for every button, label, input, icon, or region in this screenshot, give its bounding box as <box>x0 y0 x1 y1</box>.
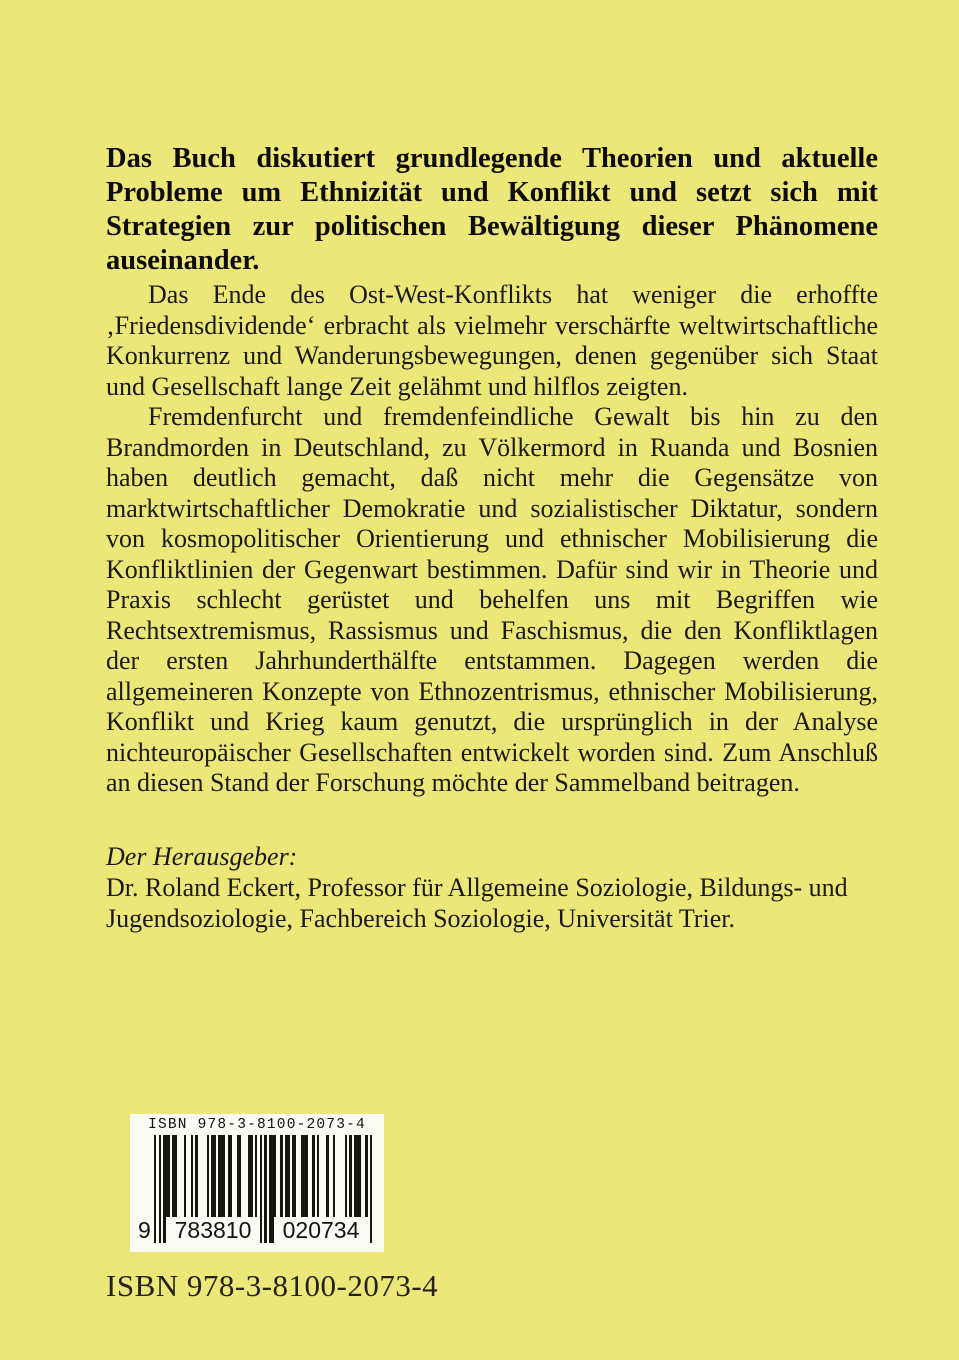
paragraph-2: Fremdenfurcht und fremdenfeindliche Gewalt bis hin zu den Brandmorden in Deutschland, zu Völkermord in Ruanda und Bosnien haben deutlich gemacht, daß nicht mehr die Gegensätze von marktwirtschaftlicher Demokratie und sozialistischer Diktatur, sondern von kosmopolitischer Orientierung und ethnischer Mobilisierung die Konfliktlinien der Gegenwart bestimmen. Dafür sind wir in Theorie und Praxis schlecht gerüstet und behelfen uns mit Begriffen wie Rechtsextremismus, Rassismus und Faschismus, die den Konfliktlagen der ersten Jahrhunderthälfte entstammen. Dagegen werden die allgemeineren Konzepte von Ethnozentrismus, ethnischer Mobilisierung, Konflikt und Krieg kaum genutzt, die ursprünglich in der Analyse nichteuropäischer Gesellschaften entwickelt worden sind. Zum Anschluß an diesen Stand der Forschung möchte der Sammelband beitragen. <box>106 402 878 797</box>
barcode-digits <box>138 1218 372 1244</box>
barcode-digit-leading: 9 <box>138 1217 151 1243</box>
blurb-text-block <box>106 142 878 934</box>
editor-info: Dr. Roland Eckert, Professor für Allgemeine Soziologie, Bildungs- und Jugendsoziologie, Fachbereich Soziologie, Universität Trier. <box>106 872 848 933</box>
barcode-isbn-text: ISBN 978-3-8100-2073-4 <box>148 1117 366 1133</box>
barcode-area <box>138 1135 372 1243</box>
editor-block <box>106 841 878 934</box>
editor-label: Der Herausgeber: <box>106 841 298 871</box>
barcode-digit-group-2: 020734 <box>274 1217 368 1244</box>
isbn-footer-text: ISBN 978-3-8100-2073-4 <box>106 1268 439 1303</box>
isbn-barcode <box>130 1114 384 1252</box>
intro-paragraph: Das Buch diskutiert grundlegende Theorien und aktuelle Probleme um Ethnizität und Konflikt und setzt sich mit Strategien zur politischen Bewältigung dieser Phänomene auseinander. <box>106 143 878 276</box>
barcode-digit-group-1: 783810 <box>166 1217 260 1244</box>
body-paragraphs <box>106 280 878 799</box>
paragraph-1: Das Ende des Ost-West-Konflikts hat weniger die erhoffte ‚Friedensdividende‘ erbracht als vielmehr verschärfte weltwirtschaftliche Konkurrenz und Wanderungsbewegungen, denen gegenüber sich Staat und Gesellschaft lange Zeit gelähmt und hilflos zeigten. <box>106 280 878 401</box>
